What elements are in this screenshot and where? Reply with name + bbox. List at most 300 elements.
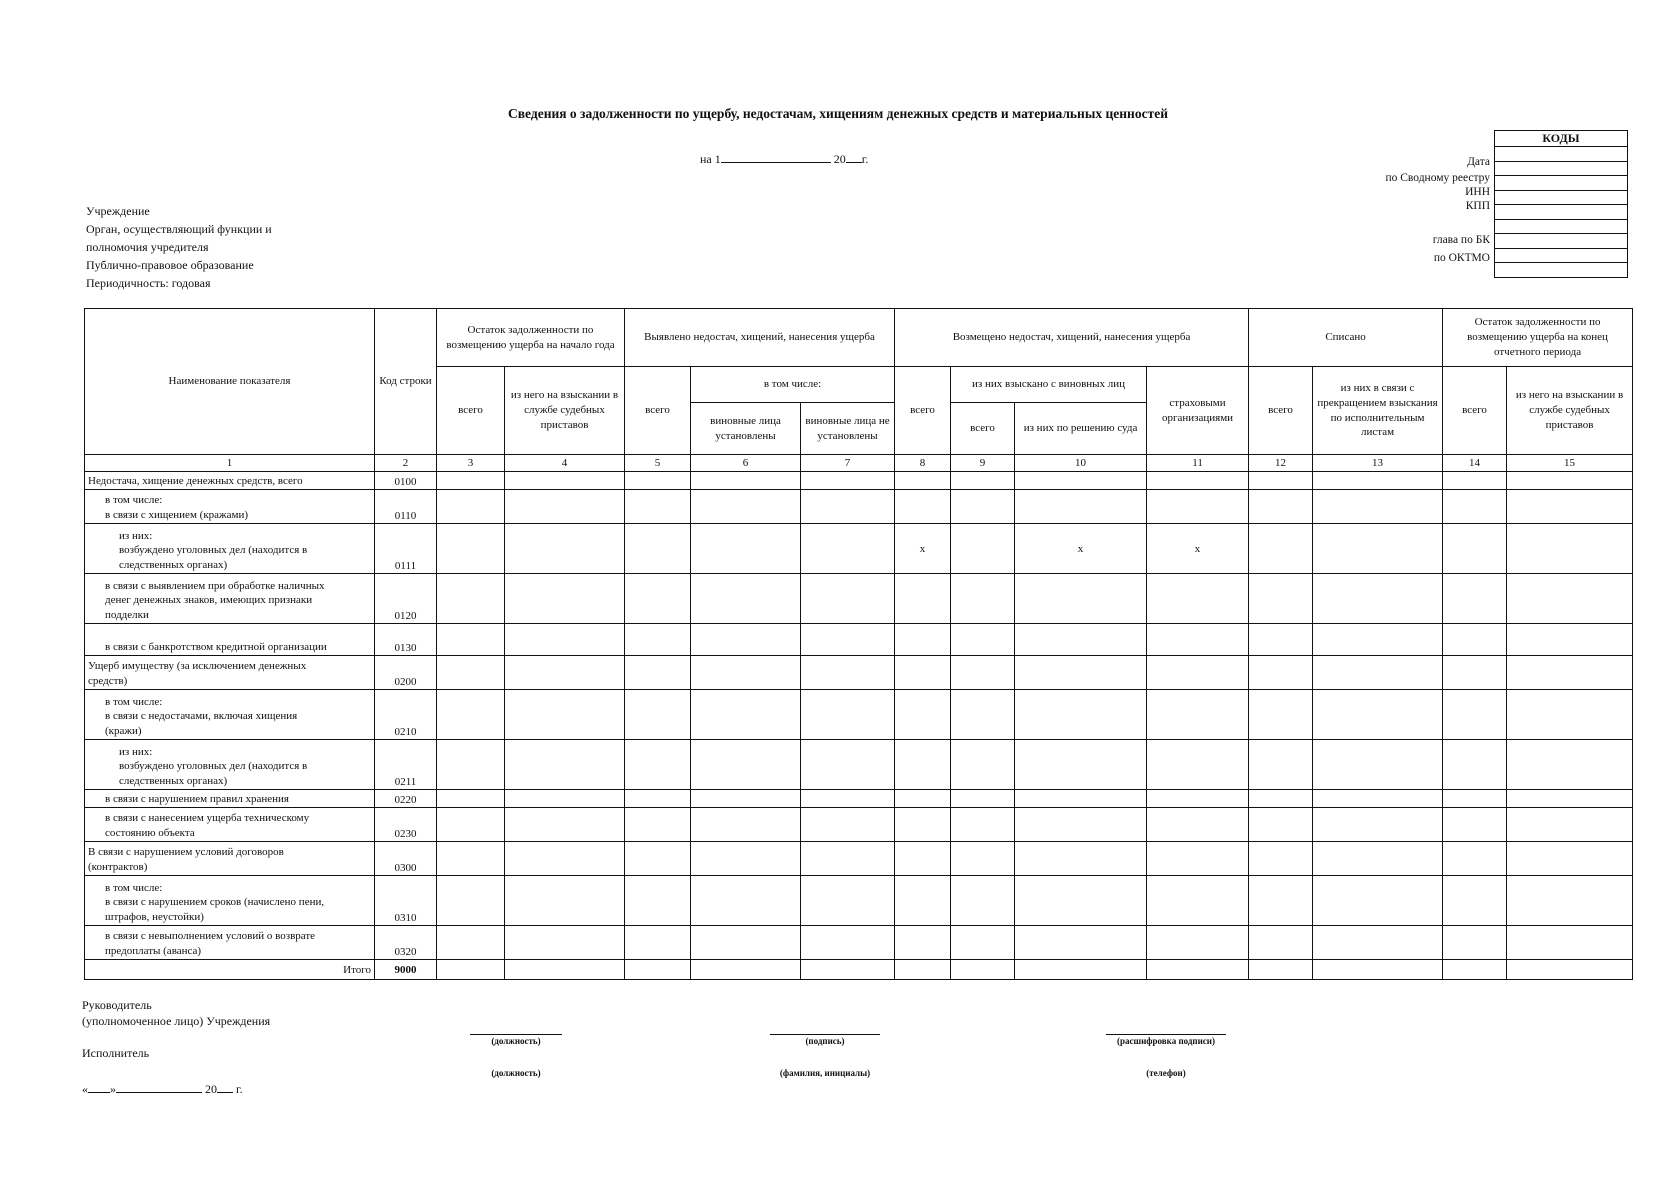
- cell-not-applicable-mark: x: [1015, 524, 1147, 574]
- code-cell-inn[interactable]: [1495, 176, 1628, 191]
- data-cell[interactable]: [505, 808, 625, 842]
- row-code: 0211: [375, 740, 437, 790]
- data-cell[interactable]: [1313, 690, 1443, 740]
- code-cell-oktmo[interactable]: [1495, 248, 1628, 263]
- data-cell[interactable]: [1147, 624, 1249, 656]
- total-cell[interactable]: [625, 960, 691, 980]
- cell-not-applicable-mark: x: [1147, 524, 1249, 574]
- data-cell[interactable]: [625, 690, 691, 740]
- table-row: [85, 574, 1633, 624]
- date-suffix: г.: [861, 152, 869, 166]
- data-cell[interactable]: [1249, 808, 1313, 842]
- column-number: 3: [437, 455, 505, 472]
- data-cell[interactable]: [801, 624, 895, 656]
- data-cell[interactable]: [691, 808, 801, 842]
- head-signature-line[interactable]: [770, 1034, 880, 1035]
- data-cell[interactable]: [1249, 656, 1313, 690]
- date-open-quote: «: [82, 1082, 88, 1096]
- header-code: Код строки: [375, 309, 437, 455]
- data-cell[interactable]: [951, 808, 1015, 842]
- data-cell[interactable]: [1507, 926, 1633, 960]
- data-cell[interactable]: [895, 624, 951, 656]
- row-name: в связи с нанесением ущерба техническому состоянию объекта: [85, 808, 375, 842]
- data-cell[interactable]: [1313, 472, 1443, 490]
- data-cell[interactable]: [801, 926, 895, 960]
- data-cell[interactable]: [1507, 790, 1633, 808]
- data-cell[interactable]: [691, 574, 801, 624]
- label-executor: Исполнитель: [82, 1046, 150, 1060]
- data-cell[interactable]: [505, 690, 625, 740]
- data-cell[interactable]: [1313, 490, 1443, 524]
- sig-day-field[interactable]: [88, 1092, 110, 1093]
- row-name: в связи с банкротством кредитной организации: [85, 624, 375, 656]
- data-cell[interactable]: [625, 790, 691, 808]
- data-cell[interactable]: [1249, 524, 1313, 574]
- sig-year-field[interactable]: [217, 1092, 233, 1093]
- total-code: 9000: [375, 960, 437, 980]
- debt-table: [84, 308, 1633, 980]
- data-cell[interactable]: [437, 876, 505, 926]
- data-cell[interactable]: [505, 926, 625, 960]
- total-cell[interactable]: [1147, 960, 1249, 980]
- data-cell[interactable]: [1249, 842, 1313, 876]
- data-cell[interactable]: [895, 574, 951, 624]
- data-cell[interactable]: [1147, 490, 1249, 524]
- table-row: [85, 656, 1633, 690]
- data-cell[interactable]: [1443, 472, 1507, 490]
- caption-decode: (расшифровка подписи): [1117, 1036, 1215, 1046]
- data-cell[interactable]: [895, 490, 951, 524]
- column-number: 14: [1443, 455, 1507, 472]
- data-cell[interactable]: [801, 490, 895, 524]
- data-cell[interactable]: [951, 656, 1015, 690]
- column-number: 5: [625, 455, 691, 472]
- code-cell-empty[interactable]: [1495, 219, 1628, 234]
- data-cell[interactable]: [625, 624, 691, 656]
- sig-month-field[interactable]: [116, 1092, 202, 1093]
- label-periodicity: Периодичность: годовая: [86, 276, 211, 290]
- data-cell[interactable]: [951, 524, 1015, 574]
- header-guilty-unknown: виновные лица не установлены: [801, 403, 895, 455]
- total-cell[interactable]: [505, 960, 625, 980]
- table-row: [85, 524, 1633, 574]
- date-year-prefix: 20: [833, 152, 846, 166]
- data-cell[interactable]: [437, 842, 505, 876]
- column-number: 13: [1313, 455, 1443, 472]
- data-cell[interactable]: [1507, 842, 1633, 876]
- codes-box: [1494, 130, 1628, 278]
- row-name: В связи с нарушением условий договоров (контрактов): [85, 842, 375, 876]
- header-guilty-known: виновные лица установлены: [691, 403, 801, 455]
- row-name: из них: возбуждено уголовных дел (находится в следственных органах): [85, 740, 375, 790]
- row-name: в связи с невыполнением условий о возврате предоплаты (аванса): [85, 926, 375, 960]
- data-cell[interactable]: [1147, 790, 1249, 808]
- data-cell[interactable]: [1015, 876, 1147, 926]
- row-code: 0310: [375, 876, 437, 926]
- data-cell[interactable]: [1249, 472, 1313, 490]
- data-cell[interactable]: [951, 842, 1015, 876]
- data-cell[interactable]: [801, 740, 895, 790]
- data-cell[interactable]: [437, 624, 505, 656]
- data-cell[interactable]: [691, 524, 801, 574]
- total-cell[interactable]: [895, 960, 951, 980]
- data-cell[interactable]: [437, 808, 505, 842]
- date-day-month-field[interactable]: [721, 152, 831, 163]
- data-cell[interactable]: [1507, 472, 1633, 490]
- total-cell[interactable]: [1015, 960, 1147, 980]
- row-code: 0111: [375, 524, 437, 574]
- label-founder-1: Орган, осуществляющий функции и: [86, 222, 272, 236]
- data-cell[interactable]: [951, 876, 1015, 926]
- row-name: Недостача, хищение денежных средств, всего: [85, 472, 375, 490]
- data-cell[interactable]: [505, 490, 625, 524]
- data-cell[interactable]: [625, 574, 691, 624]
- page-title: Сведения о задолженности по ущербу, недостачам, хищениям денежных средств и материальных ценностей: [508, 106, 1168, 121]
- data-cell[interactable]: [951, 790, 1015, 808]
- data-cell[interactable]: [1147, 740, 1249, 790]
- data-cell[interactable]: [437, 790, 505, 808]
- data-cell[interactable]: [691, 926, 801, 960]
- data-cell[interactable]: [1313, 876, 1443, 926]
- column-number: 6: [691, 455, 801, 472]
- data-cell[interactable]: [505, 624, 625, 656]
- data-cell[interactable]: [1443, 490, 1507, 524]
- data-cell[interactable]: [437, 926, 505, 960]
- data-cell[interactable]: [1443, 876, 1507, 926]
- data-cell[interactable]: [1507, 740, 1633, 790]
- table-row: [85, 926, 1633, 960]
- data-cell[interactable]: [1443, 842, 1507, 876]
- table-row: [85, 740, 1633, 790]
- data-cell[interactable]: [691, 842, 801, 876]
- date-prefix: на 1: [700, 152, 721, 166]
- data-cell[interactable]: [1507, 490, 1633, 524]
- data-cell[interactable]: [1147, 926, 1249, 960]
- data-cell[interactable]: [625, 808, 691, 842]
- data-cell[interactable]: [1443, 656, 1507, 690]
- header-total: всего: [625, 367, 691, 455]
- table-row: [85, 876, 1633, 926]
- label-head: Руководитель: [82, 998, 152, 1012]
- data-cell[interactable]: [1443, 740, 1507, 790]
- column-number: 7: [801, 455, 895, 472]
- data-cell[interactable]: [437, 656, 505, 690]
- data-cell[interactable]: [1147, 472, 1249, 490]
- data-cell[interactable]: [505, 574, 625, 624]
- caption-executor-phone: (телефон): [1146, 1068, 1186, 1078]
- data-cell[interactable]: [1443, 790, 1507, 808]
- column-number: 4: [505, 455, 625, 472]
- header-compensated: Возмещено недостач, хищений, нанесения ущерба: [895, 309, 1249, 367]
- date-close-quote: »: [110, 1082, 116, 1096]
- data-cell[interactable]: [1015, 740, 1147, 790]
- total-cell[interactable]: [1507, 960, 1633, 980]
- row-code: 0120: [375, 574, 437, 624]
- code-label-date: Дата: [1467, 156, 1490, 168]
- row-name: в том числе: в связи с недостачами, включая хищения (кражи): [85, 690, 375, 740]
- data-cell[interactable]: [951, 926, 1015, 960]
- data-cell[interactable]: [437, 490, 505, 524]
- head-position-line[interactable]: [470, 1034, 562, 1035]
- row-name: в том числе: в связи с нарушением сроков (начислено пени, штрафов, неустойки): [85, 876, 375, 926]
- data-cell[interactable]: [951, 740, 1015, 790]
- table-row: [85, 808, 1633, 842]
- total-label: Итого: [85, 960, 375, 980]
- data-cell[interactable]: [1443, 524, 1507, 574]
- header-total: всего: [895, 367, 951, 455]
- data-cell[interactable]: [1313, 524, 1443, 574]
- column-number: 10: [1015, 455, 1147, 472]
- data-cell[interactable]: [625, 472, 691, 490]
- data-cell[interactable]: [1507, 808, 1633, 842]
- data-cell[interactable]: [1249, 876, 1313, 926]
- data-cell[interactable]: [625, 842, 691, 876]
- data-cell[interactable]: [801, 842, 895, 876]
- row-code: 0100: [375, 472, 437, 490]
- data-cell[interactable]: [1313, 574, 1443, 624]
- header-written-off: Списано: [1249, 309, 1443, 367]
- data-cell[interactable]: [625, 524, 691, 574]
- data-cell[interactable]: [801, 790, 895, 808]
- data-cell[interactable]: [1249, 624, 1313, 656]
- data-cell[interactable]: [691, 472, 801, 490]
- data-cell[interactable]: [1249, 574, 1313, 624]
- caption-executor-position: (должность): [491, 1068, 541, 1078]
- row-name: из них: возбуждено уголовных дел (находится в следственных органах): [85, 524, 375, 574]
- row-name: в связи с нарушением правил хранения: [85, 790, 375, 808]
- row-code: 0200: [375, 656, 437, 690]
- code-cell-kpp[interactable]: [1495, 190, 1628, 205]
- date-year-field[interactable]: [846, 152, 862, 163]
- data-cell[interactable]: [1507, 656, 1633, 690]
- total-row: [85, 960, 1633, 980]
- data-cell[interactable]: [1313, 790, 1443, 808]
- data-cell[interactable]: [1313, 808, 1443, 842]
- data-cell[interactable]: [1015, 624, 1147, 656]
- data-cell[interactable]: [1507, 574, 1633, 624]
- data-cell[interactable]: [691, 656, 801, 690]
- caption-executor-name: (фамилия, инициалы): [779, 1068, 871, 1078]
- row-code: 0110: [375, 490, 437, 524]
- header-total: всего: [951, 403, 1015, 455]
- data-cell[interactable]: [691, 690, 801, 740]
- data-cell[interactable]: [691, 740, 801, 790]
- header-total: всего: [437, 367, 505, 455]
- data-cell[interactable]: [1015, 842, 1147, 876]
- row-code: 0130: [375, 624, 437, 656]
- code-cell-date[interactable]: [1495, 147, 1628, 162]
- data-cell[interactable]: [895, 842, 951, 876]
- data-cell[interactable]: [1147, 842, 1249, 876]
- column-numbers-row: [85, 455, 1633, 472]
- row-code: 0300: [375, 842, 437, 876]
- code-label-bk: глава по БК: [1432, 234, 1490, 246]
- data-cell[interactable]: [951, 490, 1015, 524]
- data-cell[interactable]: [1015, 808, 1147, 842]
- data-cell[interactable]: [691, 490, 801, 524]
- data-cell[interactable]: [1249, 690, 1313, 740]
- code-label-registry: по Сводному реестру: [1385, 172, 1490, 184]
- data-cell[interactable]: [895, 790, 951, 808]
- data-cell[interactable]: [505, 472, 625, 490]
- report-date-line: [700, 152, 868, 167]
- total-cell[interactable]: [691, 960, 801, 980]
- total-cell[interactable]: [1249, 960, 1313, 980]
- column-number: 12: [1249, 455, 1313, 472]
- data-cell[interactable]: [1507, 624, 1633, 656]
- row-code: 0320: [375, 926, 437, 960]
- total-cell[interactable]: [1443, 960, 1507, 980]
- data-cell[interactable]: [1443, 808, 1507, 842]
- table-row: [85, 472, 1633, 490]
- data-cell[interactable]: [437, 472, 505, 490]
- header-total: всего: [1443, 367, 1507, 455]
- data-cell[interactable]: [801, 656, 895, 690]
- data-cell[interactable]: [1443, 624, 1507, 656]
- total-cell[interactable]: [951, 960, 1015, 980]
- column-number: 15: [1507, 455, 1633, 472]
- header-opening-balance: Остаток задолженности по возмещению ущерба на начало года: [437, 309, 625, 367]
- codes-header: КОДЫ: [1495, 131, 1628, 147]
- data-cell[interactable]: [895, 690, 951, 740]
- code-cell-bk[interactable]: [1495, 234, 1628, 249]
- data-cell[interactable]: [1313, 656, 1443, 690]
- total-cell[interactable]: [1313, 960, 1443, 980]
- data-cell[interactable]: [801, 524, 895, 574]
- data-cell[interactable]: [625, 876, 691, 926]
- code-cell-registry[interactable]: [1495, 161, 1628, 176]
- data-cell[interactable]: [505, 740, 625, 790]
- header-bailiffs: из него на взыскании в службе судебных приставов: [505, 367, 625, 455]
- data-cell[interactable]: [895, 808, 951, 842]
- data-cell[interactable]: [801, 876, 895, 926]
- data-cell[interactable]: [625, 490, 691, 524]
- data-cell[interactable]: [1507, 876, 1633, 926]
- data-cell[interactable]: [1147, 656, 1249, 690]
- data-cell[interactable]: [951, 624, 1015, 656]
- column-number: 2: [375, 455, 437, 472]
- data-cell[interactable]: [1249, 740, 1313, 790]
- header-total: всего: [1249, 367, 1313, 455]
- code-cell-empty[interactable]: [1495, 205, 1628, 220]
- data-cell[interactable]: [625, 926, 691, 960]
- data-cell[interactable]: [1313, 926, 1443, 960]
- data-cell[interactable]: [437, 524, 505, 574]
- data-cell[interactable]: [1507, 524, 1633, 574]
- sig-date-suffix: г.: [236, 1082, 243, 1096]
- caption-signature: (подпись): [805, 1036, 845, 1046]
- code-label-kpp: КПП: [1465, 200, 1490, 212]
- header-collected-guilty: из них взыскано с виновных лиц: [951, 367, 1147, 403]
- data-cell[interactable]: [625, 740, 691, 790]
- data-cell[interactable]: [1507, 690, 1633, 740]
- data-cell[interactable]: [505, 842, 625, 876]
- total-cell[interactable]: [801, 960, 895, 980]
- data-cell[interactable]: [1147, 808, 1249, 842]
- column-number: 9: [951, 455, 1015, 472]
- cell-not-applicable-mark: x: [895, 524, 951, 574]
- table-row: [85, 624, 1633, 656]
- header-insurance: страховыми организациями: [1147, 367, 1249, 455]
- row-name: Ущерб имуществу (за исключением денежных средств): [85, 656, 375, 690]
- data-cell[interactable]: [1443, 690, 1507, 740]
- data-cell[interactable]: [895, 740, 951, 790]
- column-number: 1: [85, 455, 375, 472]
- data-cell[interactable]: [895, 926, 951, 960]
- total-cell[interactable]: [437, 960, 505, 980]
- data-cell[interactable]: [691, 876, 801, 926]
- data-cell[interactable]: [1249, 490, 1313, 524]
- table-row: [85, 490, 1633, 524]
- data-cell[interactable]: [1015, 574, 1147, 624]
- table-row: [85, 790, 1633, 808]
- row-code: 0230: [375, 808, 437, 842]
- header-closing-balance: Остаток задолженности по возмещению ущерба на конец отчетного периода: [1443, 309, 1633, 367]
- data-cell[interactable]: [1147, 876, 1249, 926]
- code-label-inn: ИНН: [1465, 186, 1490, 198]
- data-cell[interactable]: [691, 624, 801, 656]
- data-cell[interactable]: [895, 472, 951, 490]
- data-cell[interactable]: [1015, 926, 1147, 960]
- data-cell[interactable]: [801, 690, 895, 740]
- data-cell[interactable]: [1015, 656, 1147, 690]
- data-cell[interactable]: [1313, 842, 1443, 876]
- data-cell[interactable]: [1147, 690, 1249, 740]
- header-writeoff-reason: из них в связи с прекращением взыскания по исполнительным листам: [1313, 367, 1443, 455]
- data-cell[interactable]: [1313, 740, 1443, 790]
- data-cell[interactable]: [951, 472, 1015, 490]
- head-decode-line[interactable]: [1106, 1034, 1226, 1035]
- column-number: 8: [895, 455, 951, 472]
- row-name: в том числе: в связи с хищением (кражами): [85, 490, 375, 524]
- data-cell[interactable]: [1015, 690, 1147, 740]
- data-cell[interactable]: [801, 574, 895, 624]
- table-row: [85, 690, 1633, 740]
- data-cell[interactable]: [895, 876, 951, 926]
- data-cell[interactable]: [1249, 790, 1313, 808]
- data-cell[interactable]: [801, 472, 895, 490]
- data-cell[interactable]: [437, 574, 505, 624]
- data-cell[interactable]: [1249, 926, 1313, 960]
- data-cell[interactable]: [1443, 574, 1507, 624]
- data-cell[interactable]: [625, 656, 691, 690]
- data-cell[interactable]: [1147, 574, 1249, 624]
- data-cell[interactable]: [951, 574, 1015, 624]
- data-cell[interactable]: [1443, 926, 1507, 960]
- data-cell[interactable]: [505, 656, 625, 690]
- data-cell[interactable]: [691, 790, 801, 808]
- header-including: в том числе:: [691, 367, 895, 403]
- data-cell[interactable]: [801, 808, 895, 842]
- data-cell[interactable]: [895, 656, 951, 690]
- data-cell[interactable]: [1015, 790, 1147, 808]
- data-cell[interactable]: [437, 740, 505, 790]
- data-cell[interactable]: [951, 690, 1015, 740]
- header-bailiffs: из него на взыскании в службе судебных приставов: [1507, 367, 1633, 455]
- data-cell[interactable]: [1015, 490, 1147, 524]
- data-cell[interactable]: [505, 790, 625, 808]
- data-cell[interactable]: [1015, 472, 1147, 490]
- data-cell[interactable]: [505, 524, 625, 574]
- label-head-authorized: (уполномоченное лицо) Учреждения: [82, 1014, 271, 1028]
- table-row: [85, 842, 1633, 876]
- data-cell[interactable]: [1313, 624, 1443, 656]
- code-cell-empty[interactable]: [1495, 263, 1628, 278]
- data-cell[interactable]: [505, 876, 625, 926]
- row-code: 0210: [375, 690, 437, 740]
- data-cell[interactable]: [437, 690, 505, 740]
- header-detected: Выявлено недостач, хищений, нанесения ущерба: [625, 309, 895, 367]
